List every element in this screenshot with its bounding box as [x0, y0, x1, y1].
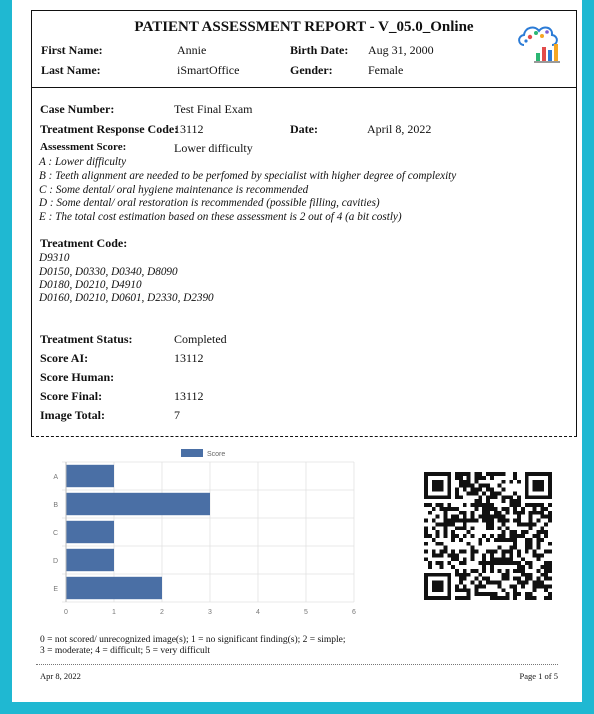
- y-tick-label: B: [53, 502, 58, 509]
- x-tick-label: 4: [256, 609, 260, 616]
- first-name-value: Annie: [177, 43, 207, 57]
- score-human-label: Score Human:: [40, 370, 115, 384]
- footer-date: Apr 8, 2022: [40, 671, 81, 681]
- last-name-label: Last Name:: [41, 63, 101, 77]
- footer-divider: [36, 664, 558, 665]
- treatment-code-line: D9310: [39, 252, 70, 264]
- treatment-response-code-label: Treatment Response Code:: [40, 122, 179, 136]
- score-legend-line: 3 = moderate; 4 = difficult; 5 = very difficult: [40, 646, 211, 656]
- score-legend-line: 0 = not scored/ unrecognized image(s); 1 = no significant finding(s); 2 = simple;: [40, 635, 346, 645]
- x-tick-label: 1: [112, 609, 116, 616]
- last-name-value: iSmartOffice: [177, 63, 240, 77]
- x-tick-label: 6: [352, 609, 356, 616]
- y-tick-label: D: [52, 558, 58, 565]
- assessment-note-d: D : Some dental/ oral restoration is recommended (possible filling, cavities): [39, 197, 380, 209]
- y-tick-label: E: [53, 586, 58, 593]
- case-number-value: Test Final Exam: [174, 102, 253, 116]
- treatment-response-code-value: 13112: [174, 122, 204, 136]
- legend-swatch: [181, 449, 203, 457]
- treatment-code-line: D0180, D0210, D4910: [39, 279, 142, 291]
- treatment-code-line: D0160, D0210, D0601, D2330, D2390: [39, 292, 214, 304]
- assessment-note-c: C : Some dental/ oral hygiene maintenance is recommended: [39, 184, 309, 196]
- score-final-label: Score Final:: [40, 389, 103, 403]
- assessment-note-b: B : Teeth alignment are needed to be perfomed by specialist with higher degree of complexity: [39, 170, 457, 182]
- bar: [66, 577, 162, 599]
- footer-page-number: Page 1 of 5: [519, 671, 558, 681]
- score-final-value: 13112: [174, 389, 204, 403]
- assessment-score-value: Lower difficulty: [174, 141, 253, 155]
- bar: [66, 549, 114, 571]
- treatment-code-label: Treatment Code:: [40, 236, 128, 250]
- treatment-status-label: Treatment Status:: [40, 332, 133, 346]
- legend-label: Score: [207, 451, 226, 458]
- score-legend: [40, 635, 400, 657]
- x-tick-label: 3: [208, 609, 212, 616]
- birth-date-value: Aug 31, 2000: [368, 43, 434, 57]
- gender-label: Gender:: [290, 63, 333, 77]
- x-tick-label: 0: [64, 609, 68, 616]
- cloud-analytics-logo-icon: [514, 19, 562, 67]
- treatment-status-value: Completed: [174, 332, 227, 346]
- report-page: [12, 0, 582, 702]
- score-bar-chart: [34, 444, 364, 626]
- qr-code-icon: [421, 472, 555, 600]
- date-value: April 8, 2022: [367, 122, 432, 136]
- birth-date-label: Birth Date:: [290, 43, 349, 57]
- image-total-value: 7: [174, 408, 180, 422]
- gender-value: Female: [368, 63, 404, 77]
- score-ai-value: 13112: [174, 351, 204, 365]
- bar: [66, 521, 114, 543]
- y-tick-label: A: [53, 474, 58, 481]
- y-tick-label: C: [52, 530, 58, 537]
- assessment-note-a: A : Lower difficulty: [39, 156, 127, 168]
- assessment-note-e: E : The total cost estimation based on these assessment is 2 out of 4 (a bit costly): [39, 211, 402, 223]
- case-number-label: Case Number:: [40, 102, 115, 116]
- first-name-label: First Name:: [41, 43, 103, 57]
- image-total-label: Image Total:: [40, 408, 106, 422]
- score-ai-label: Score AI:: [40, 351, 89, 365]
- date-label: Date:: [290, 122, 318, 136]
- assessment-section: [31, 88, 577, 437]
- bar: [66, 493, 210, 515]
- treatment-code-line: D0150, D0330, D0340, D8090: [39, 266, 178, 278]
- patient-header: [31, 10, 577, 88]
- bar: [66, 465, 114, 487]
- x-tick-label: 2: [160, 609, 164, 616]
- report-title: PATIENT ASSESSMENT REPORT - V_05.0_Online: [134, 19, 474, 35]
- x-tick-label: 5: [304, 609, 308, 616]
- assessment-score-label: Assessment Score:: [40, 141, 127, 153]
